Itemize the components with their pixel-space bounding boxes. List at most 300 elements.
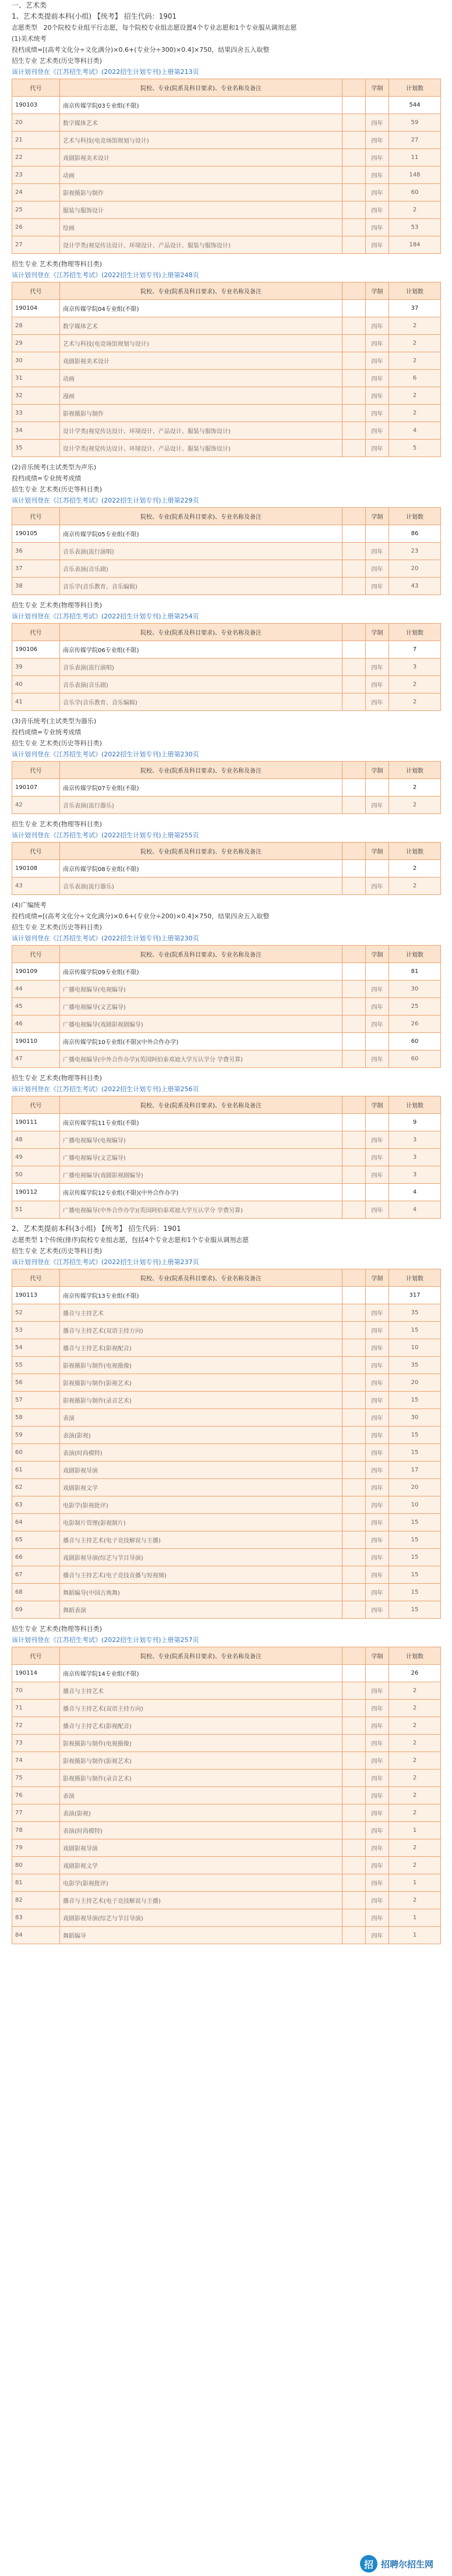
cell-empty: [342, 1496, 366, 1514]
cell-xuezhi: 四年: [366, 1392, 389, 1409]
cell-name: 南京传媒学院07专业组(不限): [60, 779, 342, 797]
cell-count: 2: [389, 1735, 441, 1752]
group-row: [12, 779, 441, 797]
group-row: [12, 1184, 441, 1201]
cell-code: 34: [12, 422, 60, 440]
major-row: [12, 1927, 441, 1944]
cell-empty: [342, 1857, 366, 1874]
header-spacer: [342, 1096, 366, 1114]
cell-xuezhi: 四年: [366, 1131, 389, 1149]
cell-empty: [342, 1392, 366, 1409]
cell-name: 影视摄影与制作(影视艺术): [60, 1752, 342, 1770]
major-row: [12, 693, 441, 711]
cell-count: 3: [389, 1166, 441, 1184]
cell-empty: [342, 1787, 366, 1804]
major-row: [12, 335, 441, 352]
plan-reference-link[interactable]: 该计划刊登在《江苏招生考试》(2022招生计划专刊)上册第230页: [12, 751, 199, 758]
major-row: [12, 1822, 441, 1839]
cell-empty: [342, 797, 366, 814]
major-row: [12, 1462, 441, 1479]
cell-count: 60: [389, 1050, 441, 1068]
cell-empty: [342, 335, 366, 352]
cell-code: 190111: [12, 1114, 60, 1131]
cell-xuezhi: 四年: [366, 877, 389, 895]
cell-xuezhi: [366, 300, 389, 317]
cell-code: 20: [12, 114, 60, 132]
major-row: [12, 981, 441, 998]
cell-count: 30: [389, 981, 441, 998]
cell-code: 52: [12, 1304, 60, 1322]
cell-count: 15: [389, 1444, 441, 1462]
cell-count: 2: [389, 1752, 441, 1770]
group-row: [12, 97, 441, 114]
cell-count: 15: [389, 1566, 441, 1584]
cell-code: 31: [12, 370, 60, 387]
plan-reference-link[interactable]: 该计划刊登在《江苏招生考试》(2022招生计划专刊)上册第237页: [12, 1258, 199, 1266]
cell-code: 73: [12, 1735, 60, 1752]
cell-code: 190104: [12, 300, 60, 317]
cell-name: 广播电视编导(文艺编导): [60, 998, 342, 1015]
cell-xuezhi: [366, 1033, 389, 1050]
cell-empty: [342, 1927, 366, 1944]
cell-count: 15: [389, 1601, 441, 1619]
header-code: 代号: [12, 762, 60, 779]
header-name: 院校、专业(院系及科目要求)、专业名称及备注: [60, 79, 342, 97]
table-header-row: [12, 843, 441, 860]
cell-count: 1: [389, 1927, 441, 1944]
cell-code: 22: [12, 149, 60, 167]
cell-empty: [342, 641, 366, 659]
cell-name: 设计学类(视觉传达设计、环境设计、产品设计、服装与服饰设计): [60, 422, 342, 440]
cell-count: 23: [389, 543, 441, 560]
plan-reference-link[interactable]: 该计划刊登在《江苏招生考试》(2022招生计划专刊)上册第248页: [12, 271, 199, 279]
cell-code: 69: [12, 1601, 60, 1619]
cell-count: 15: [389, 1531, 441, 1549]
header-xuezhi: 学制: [366, 762, 389, 779]
group-row: [12, 860, 441, 877]
cell-count: 4: [389, 1201, 441, 1219]
cell-empty: [342, 1444, 366, 1462]
cell-empty: [342, 352, 366, 370]
intro-line: 招生专业 艺术类(历史等科目类): [12, 923, 103, 931]
group-row: [12, 1033, 441, 1050]
cell-empty: [342, 1304, 366, 1322]
major-row: [12, 1601, 441, 1619]
cell-count: 86: [389, 525, 441, 543]
cell-xuezhi: [366, 779, 389, 797]
cell-xuezhi: 四年: [366, 1584, 389, 1601]
plan-reference-link[interactable]: 该计划刊登在《江苏招生考试》(2022招生计划专刊)上册第229页: [12, 497, 199, 504]
cell-count: 60: [389, 1033, 441, 1050]
major-row: [12, 1149, 441, 1166]
header-xuezhi: 学制: [366, 508, 389, 525]
cell-xuezhi: 四年: [366, 1531, 389, 1549]
cell-empty: [342, 184, 366, 201]
header-code: 代号: [12, 508, 60, 525]
cell-code: 79: [12, 1839, 60, 1857]
cell-code: 36: [12, 543, 60, 560]
header-count: 计划数: [389, 1647, 441, 1665]
major-row: [12, 184, 441, 201]
cell-empty: [342, 1700, 366, 1717]
cell-name: 南京传媒学院09专业组(不限): [60, 963, 342, 981]
cell-code: 190107: [12, 779, 60, 797]
cell-empty: [342, 525, 366, 543]
header-name: 院校、专业(院系及科目要求)、专业名称及备注: [60, 762, 342, 779]
cell-count: 2: [389, 676, 441, 693]
cell-empty: [342, 1015, 366, 1033]
major-row: [12, 877, 441, 895]
cell-empty: [342, 1339, 366, 1357]
major-row: [12, 1166, 441, 1184]
cell-name: 表演(影视): [60, 1427, 342, 1444]
header-xuezhi: 学制: [366, 79, 389, 97]
cell-code: 60: [12, 1444, 60, 1462]
cell-empty: [342, 998, 366, 1015]
cell-count: 2: [389, 797, 441, 814]
cell-empty: [342, 1462, 366, 1479]
cell-name: 戏剧影视文学: [60, 1857, 342, 1874]
cell-xuezhi: 四年: [366, 352, 389, 370]
cell-code: 72: [12, 1717, 60, 1735]
cell-xuezhi: 四年: [366, 132, 389, 149]
cell-count: 4: [389, 1184, 441, 1201]
cell-name: 广播电视编导(中外合作办学)(英国阿伯泰邓迪大学互认学分 学费另算): [60, 1050, 342, 1068]
cell-empty: [342, 543, 366, 560]
header-name: 院校、专业(院系及科目要求)、专业名称及备注: [60, 843, 342, 860]
cell-name: 影视摄影与制作(电视摄像): [60, 1735, 342, 1752]
cell-name: 音乐表演(音乐剧): [60, 560, 342, 578]
cell-code: 84: [12, 1927, 60, 1944]
major-row: [12, 1752, 441, 1770]
cell-code: 50: [12, 1166, 60, 1184]
cell-count: 25: [389, 998, 441, 1015]
cell-xuezhi: 四年: [366, 1339, 389, 1357]
cell-empty: [342, 1584, 366, 1601]
cell-empty: [342, 981, 366, 998]
cell-name: 电影学(影视批评): [60, 1874, 342, 1892]
cell-code: 29: [12, 335, 60, 352]
cell-code: 53: [12, 1322, 60, 1339]
major-row: [12, 1322, 441, 1339]
major-row: [12, 1339, 441, 1357]
header-code: 代号: [12, 1269, 60, 1287]
major-row: [12, 1839, 441, 1857]
cell-name: 戏剧影视美术设计: [60, 352, 342, 370]
major-row: [12, 405, 441, 422]
cell-name: 南京传媒学院13专业组(不限): [60, 1287, 342, 1304]
major-row: [12, 998, 441, 1015]
header-xuezhi: 学制: [366, 1647, 389, 1665]
cell-code: 46: [12, 1015, 60, 1033]
cell-name: 舞蹈编导: [60, 1927, 342, 1944]
plan-table: [12, 1269, 441, 1619]
plan-table: [12, 79, 441, 254]
cell-empty: [342, 132, 366, 149]
cell-xuezhi: 四年: [366, 1496, 389, 1514]
major-row: [12, 1496, 441, 1514]
major-row: [12, 543, 441, 560]
intro-line: 投档成绩=专业统考成绩: [12, 728, 82, 736]
plan-reference-link[interactable]: 该计划刊登在《江苏招生考试》(2022招生计划专刊)上册第213页: [12, 68, 199, 76]
cell-count: 2: [389, 201, 441, 219]
cell-code: 80: [12, 1857, 60, 1874]
header-xuezhi: 学制: [366, 282, 389, 300]
cell-count: 184: [389, 236, 441, 254]
cell-xuezhi: 四年: [366, 1374, 389, 1392]
header-spacer: [342, 282, 366, 300]
cell-name: 戏剧影视美术设计: [60, 149, 342, 167]
cell-code: 77: [12, 1804, 60, 1822]
cell-code: 83: [12, 1909, 60, 1927]
cell-empty: [342, 963, 366, 981]
cell-code: 82: [12, 1892, 60, 1909]
cell-xuezhi: 四年: [366, 1857, 389, 1874]
group-row: [12, 963, 441, 981]
major-row: [12, 1566, 441, 1584]
cell-empty: [342, 1804, 366, 1822]
major-row: [12, 1857, 441, 1874]
intro-line: 招生专业 艺术类(物理等科目类): [12, 260, 103, 268]
cell-xuezhi: 四年: [366, 1462, 389, 1479]
cell-name: 表演(影视): [60, 1804, 342, 1822]
cell-name: 戏剧影视导演(综艺与节目导演): [60, 1549, 342, 1566]
cell-empty: [342, 1322, 366, 1339]
cell-name: 设计学类(视觉传达设计、环境设计、产品设计、服装与服饰设计): [60, 440, 342, 457]
cell-count: 15: [389, 1322, 441, 1339]
plan-reference-link[interactable]: 该计划刊登在《江苏招生考试》(2022招生计划专刊)上册第230页: [12, 935, 199, 942]
cell-count: 26: [389, 1665, 441, 1682]
cell-name: 戏剧影视导演(综艺与节目导演): [60, 1909, 342, 1927]
cell-count: 81: [389, 963, 441, 981]
cell-name: 艺术与科技(电竞场馆规划与设计): [60, 132, 342, 149]
cell-name: 播音与主持艺术(影视配音): [60, 1339, 342, 1357]
cell-name: 播音与主持艺术: [60, 1682, 342, 1700]
header-count: 计划数: [389, 1269, 441, 1287]
cell-xuezhi: 四年: [366, 1149, 389, 1166]
zhiyuan-label: 志愿类型: [12, 24, 37, 31]
cell-name: 南京传媒学院14专业组(不限): [60, 1665, 342, 1682]
major-row: [12, 1392, 441, 1409]
cell-code: 65: [12, 1531, 60, 1549]
cell-empty: [342, 1601, 366, 1619]
major-row: [12, 1444, 441, 1462]
header-code: 代号: [12, 1096, 60, 1114]
cell-count: 317: [389, 1287, 441, 1304]
cell-xuezhi: 四年: [366, 440, 389, 457]
group-row: [12, 1114, 441, 1131]
cell-count: 60: [389, 184, 441, 201]
cell-count: 27: [389, 132, 441, 149]
cell-xuezhi: 四年: [366, 1892, 389, 1909]
cell-xuezhi: 四年: [366, 219, 389, 236]
header-spacer: [342, 79, 366, 97]
cell-name: 表演(时尚模特): [60, 1444, 342, 1462]
major-row: [12, 1201, 441, 1219]
table-header-row: [12, 1096, 441, 1114]
cell-code: 59: [12, 1427, 60, 1444]
cell-xuezhi: 四年: [366, 114, 389, 132]
cell-count: 2: [389, 1804, 441, 1822]
cell-name: 舞蹈编导(中国古典舞): [60, 1584, 342, 1601]
cell-empty: [342, 659, 366, 676]
major-row: [12, 1874, 441, 1892]
cell-code: 76: [12, 1787, 60, 1804]
cell-name: 数字媒体艺术: [60, 114, 342, 132]
intro-line: 招生专业 艺术类(物理等科目类): [12, 601, 103, 609]
cell-code: 190106: [12, 641, 60, 659]
cell-name: 播音与主持艺术(影视配音): [60, 1717, 342, 1735]
cell-xuezhi: 四年: [366, 1874, 389, 1892]
major-row: [12, 1735, 441, 1752]
cell-count: 6: [389, 370, 441, 387]
cell-code: 190108: [12, 860, 60, 877]
cell-name: 绘画: [60, 219, 342, 236]
cell-count: 20: [389, 1374, 441, 1392]
cell-name: 南京传媒学院06专业组(不限): [60, 641, 342, 659]
cell-empty: [342, 1839, 366, 1857]
cell-empty: [342, 560, 366, 578]
major-row: [12, 578, 441, 595]
major-row: [12, 317, 441, 335]
cell-empty: [342, 1682, 366, 1700]
cell-code: 190110: [12, 1033, 60, 1050]
cell-code: 68: [12, 1584, 60, 1601]
cell-code: 190105: [12, 525, 60, 543]
major-row: [12, 1479, 441, 1496]
cell-name: 影视摄影与制作: [60, 184, 342, 201]
header-code: 代号: [12, 843, 60, 860]
cell-code: 190112: [12, 1184, 60, 1201]
cell-empty: [342, 578, 366, 595]
cell-count: 2: [389, 693, 441, 711]
cell-xuezhi: 四年: [366, 1050, 389, 1068]
cell-count: 15: [389, 1427, 441, 1444]
major-row: [12, 1357, 441, 1374]
header-count: 计划数: [389, 624, 441, 641]
major-row: [12, 1717, 441, 1735]
cell-code: 61: [12, 1462, 60, 1479]
cell-empty: [342, 370, 366, 387]
major-row: [12, 1050, 441, 1068]
cell-code: 38: [12, 578, 60, 595]
plan-reference-link[interactable]: 该计划刊登在《江苏招生考试》(2022招生计划专刊)上册第254页: [12, 613, 199, 620]
cell-count: 2: [389, 387, 441, 405]
cell-code: 40: [12, 676, 60, 693]
cell-empty: [342, 317, 366, 335]
cell-name: 动画: [60, 370, 342, 387]
cell-name: 影视摄影与制作(录音艺术): [60, 1770, 342, 1787]
header-count: 计划数: [389, 508, 441, 525]
major-row: [12, 370, 441, 387]
plan-table: [12, 842, 441, 895]
cell-code: 30: [12, 352, 60, 370]
cell-count: 3: [389, 1149, 441, 1166]
plan-table: [12, 507, 441, 595]
intro-line: 投档成绩=[(高考文化分÷文化满分)×0.6+(专业分÷300)×0.4]×750，结果四舍五入取整: [12, 46, 270, 54]
cell-xuezhi: 四年: [366, 1566, 389, 1584]
cell-code: 63: [12, 1496, 60, 1514]
major-row: [12, 1131, 441, 1149]
cell-count: 3: [389, 659, 441, 676]
plan-reference-link[interactable]: 该计划刊登在《江苏招生考试》(2022招生计划专刊)上册第257页: [12, 1636, 199, 1644]
header-xuezhi: 学制: [366, 843, 389, 860]
header-count: 计划数: [389, 946, 441, 963]
cell-empty: [342, 1874, 366, 1892]
header-name: 院校、专业(院系及科目要求)、专业名称及备注: [60, 624, 342, 641]
cell-code: 58: [12, 1409, 60, 1427]
major-row: [12, 797, 441, 814]
cell-empty: [342, 1531, 366, 1549]
header-spacer: [342, 762, 366, 779]
cell-code: 49: [12, 1149, 60, 1166]
cell-count: 2: [389, 1839, 441, 1857]
cell-empty: [342, 1357, 366, 1374]
header-spacer: [342, 1269, 366, 1287]
major-row: [12, 1514, 441, 1531]
major-row: [12, 440, 441, 457]
cell-code: 23: [12, 167, 60, 184]
header-count: 计划数: [389, 1096, 441, 1114]
cell-empty: [342, 1752, 366, 1770]
major-row: [12, 1304, 441, 1322]
cell-code: 32: [12, 387, 60, 405]
cell-count: 35: [389, 1304, 441, 1322]
cell-code: 42: [12, 797, 60, 814]
cell-count: 35: [389, 1357, 441, 1374]
major-row: [12, 149, 441, 167]
cell-code: 190109: [12, 963, 60, 981]
header-code: 代号: [12, 79, 60, 97]
plan-reference-link[interactable]: 该计划刊登在《江苏招生考试》(2022招生计划专刊)上册第255页: [12, 831, 199, 839]
header-code: 代号: [12, 946, 60, 963]
cell-empty: [342, 1114, 366, 1131]
cell-code: 41: [12, 693, 60, 711]
header-xuezhi: 学制: [366, 1269, 389, 1287]
cell-xuezhi: 四年: [366, 1927, 389, 1944]
plan-reference-link[interactable]: 该计划刊登在《江苏招生考试》(2022招生计划专刊)上册第256页: [12, 1085, 199, 1093]
cell-xuezhi: 四年: [366, 693, 389, 711]
cell-count: 1: [389, 1874, 441, 1892]
cell-empty: [342, 405, 366, 422]
cell-name: 电影制片管理(影视制片): [60, 1514, 342, 1531]
cell-xuezhi: [366, 97, 389, 114]
header-spacer: [342, 1647, 366, 1665]
cell-code: 47: [12, 1050, 60, 1068]
cell-count: 2: [389, 335, 441, 352]
header-spacer: [342, 843, 366, 860]
table-header-row: [12, 79, 441, 97]
major-row: [12, 1531, 441, 1549]
cell-count: 1: [389, 1909, 441, 1927]
cell-name: 播音与主持艺术: [60, 1304, 342, 1322]
intro-line: (1)美术统考: [12, 35, 47, 43]
cell-xuezhi: 四年: [366, 1682, 389, 1700]
cell-name: 南京传媒学院08专业组(不限): [60, 860, 342, 877]
cell-empty: [342, 149, 366, 167]
cell-name: 戏剧影视文学: [60, 1479, 342, 1496]
cell-empty: [342, 167, 366, 184]
cell-count: 11: [389, 149, 441, 167]
cell-code: 51: [12, 1201, 60, 1219]
cell-name: 南京传媒学院05专业组(不限): [60, 525, 342, 543]
header-name: 院校、专业(院系及科目要求)、专业名称及备注: [60, 1647, 342, 1665]
intro-line: 招生专业 艺术类(历史等科目类): [12, 486, 103, 493]
major-row: [12, 422, 441, 440]
cell-name: 广播电视编导(文艺编导): [60, 1149, 342, 1166]
table-header-row: [12, 1647, 441, 1665]
major-row: [12, 1584, 441, 1601]
